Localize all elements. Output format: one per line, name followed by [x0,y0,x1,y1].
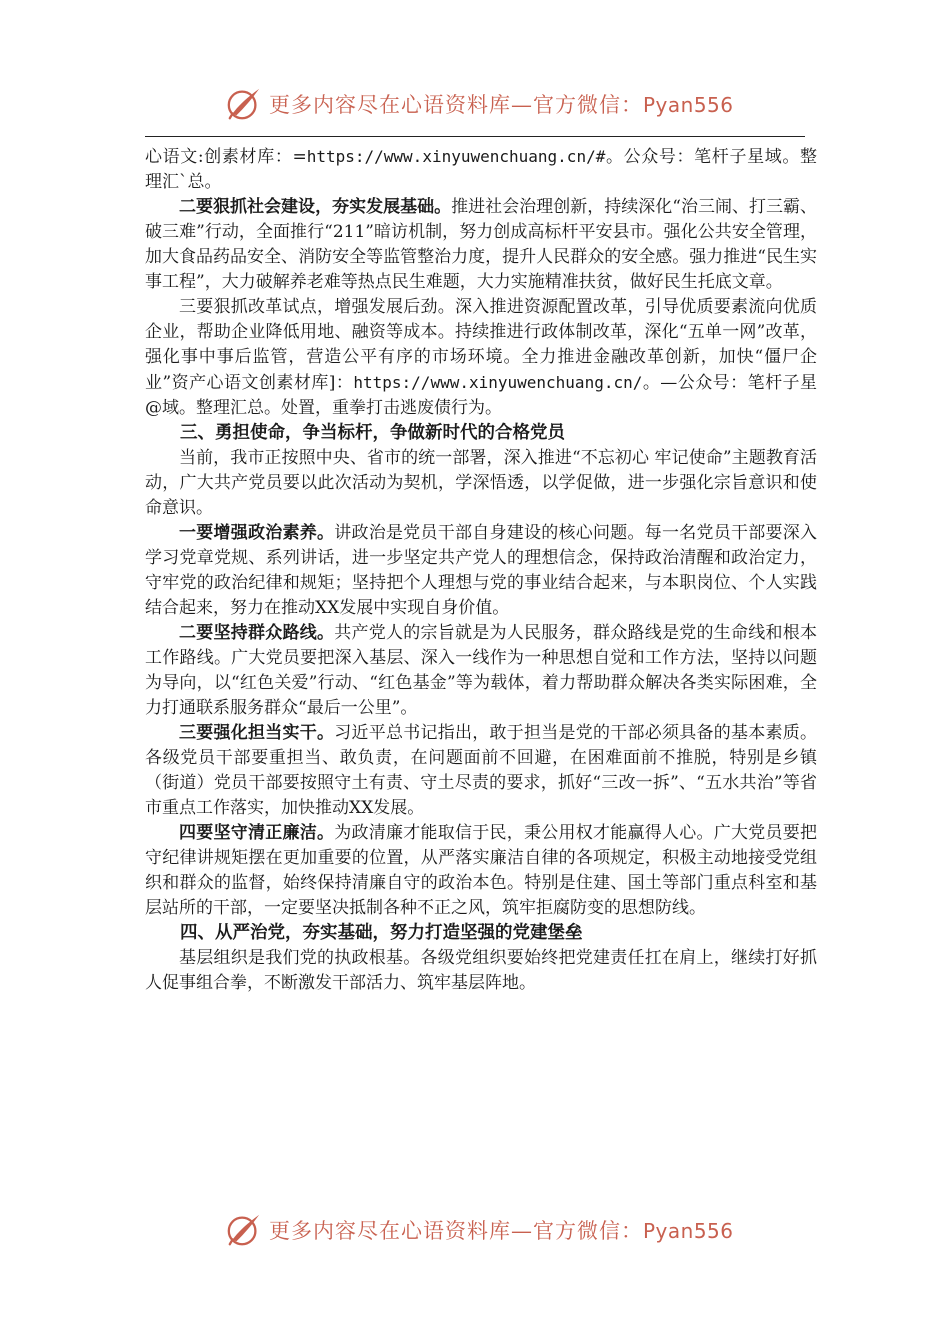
footer-banner[interactable] [225,1208,745,1252]
paragraph-social-construction: 二要狠抓社会建设，夯实发展基础。推进社会治理创新，持续深化“治三闹、打三霸、破三难”行动，全面推行“211”暗访机制，努力创成高标杆平安县市。强化公共安全管理，加大食品药品安全、消防安全等监管整治力度，提升人民群众的安全感。强力推进“民生实事工程”，大力破解养老难等热点民生难题，大力实施精准扶贫，做好民生托底文章。 [145,197,817,292]
section-heading-3: 三、勇担使命，争当标杆，争做新时代的合格党员 [180,423,565,443]
document-body [145,144,817,996]
header-divider [145,136,805,137]
paragraph-source-note: 心语文:创素材库：=https://www.xinyuwenchuang.cn/#。公众号：笔杆子星域。整理汇`总。 [145,147,817,192]
footer-banner-text: 更多内容尽在心语资料库—官方微信：Pyan556 [269,1219,734,1243]
wechat-id: Pyan556 [643,1219,734,1243]
paragraph-mass-line: 二要坚持群众路线。共产党人的宗旨就是为人民服务，群众路线是党的生命线和根本工作路线。广大党员要把深入基层、深入一线作为一种思想自觉和工作方法，坚持以问题为导向，以“红色关爱”行动、“红色基金”等为载体，着力帮助群众解决各类实际困难，全力打通联系服务群众“最后一公里”。 [145,623,817,718]
paragraph-responsibility: 三要强化担当实干。习近平总书记指出，敢于担当是党的干部必须具备的基本素质。各级党员干部要重担当、敢负责，在问题面前不回避，在困难面前不推脱，特别是乡镇（街道）党员干部要按照守土有责、守土尽责的要求，抓好“三改一拆”、“五水共治”等省市重点工作落实，加快推动XX发展。 [145,723,817,818]
paragraph-political-quality: 一要增强政治素养。讲政治是党员干部自身建设的核心问题。每一名党员干部要深入学习党章党规、系列讲话，进一步坚定共产党人的理想信念，保持政治清醒和政治定力，守牢党的政治纪律和规矩；坚持把个人理想与党的事业结合起来，与本职岗位、个人实践结合起来，努力在推动XX发展中实现自身价值。 [145,523,817,618]
source-link[interactable]: https://www.xinyuwenchuang.cn/# [306,147,606,166]
paragraph-integrity: 四要坚守清正廉洁。为政清廉才能取信于民，秉公用权才能赢得人心。广大党员要把守纪律讲规矩摆在更加重要的位置，从严落实廉洁自律的各项规定，积极主动地接受党组织和群众的监督，始终保持清廉自守的政治本色。特别是住建、国土等部门重点科室和基层站所的干部，一定要坚决抵制各种不正之风，筑牢拒腐防变的思想防线。 [145,823,817,918]
paragraph-lead: 三要强化担当实干。 [179,723,335,743]
wechat-id: Pyan556 [643,93,734,117]
paragraph-lead: 四要坚守清正廉洁。 [179,823,335,843]
section-heading-4: 四、从严治党，夯实基础，努力打造坚强的党建堡垒 [180,923,583,943]
paragraph-grassroots: 基层组织是我们党的执政根基。各级党组织要始终把党建责任扛在肩上，继续打好抓人促事组合拳，不断激发干部活力、筑牢基层阵地。 [145,948,817,993]
quill-pen-logo-icon [225,85,263,123]
header-banner[interactable] [225,82,745,126]
paragraph-theme-education: 当前，我市正按照中央、省市的统一部署，深入推进“不忘初心 牢记使命”主题教育活动，广大共产党员要以此次活动为契机，学深悟透，以学促做，进一步强化宗旨意识和使命意识。 [145,448,817,518]
paragraph-lead: 一要增强政治素养。 [179,523,335,543]
paragraph-reform-pilot: 三要狠抓改革试点，增强发展后劲。深入推进资源配置改革，引导优质要素流向优质企业，帮助企业降低用地、融资等成本。持续推进行政体制改革，深化“五单一网”改革，强化事中事后监管，营造公平有序的市场环境。全力推进金融改革创新，加快“僵尸企业”资产心语文创素材库]：https://www.xinyuwenchuang.cn/。—公众号：笔杆子星@域。整理汇总。处置，重拳打击逃废债行为。 [145,297,818,418]
paragraph-lead: 二要坚持群众路线。 [179,623,335,643]
source-link[interactable]: https://www.xinyuwenchuang.cn/ [353,373,643,392]
paragraph-lead: 二要狠抓社会建设，夯实发展基础。 [179,197,452,217]
header-banner-text: 更多内容尽在心语资料库—官方微信：Pyan556 [269,93,734,117]
quill-pen-logo-icon [225,1211,263,1249]
